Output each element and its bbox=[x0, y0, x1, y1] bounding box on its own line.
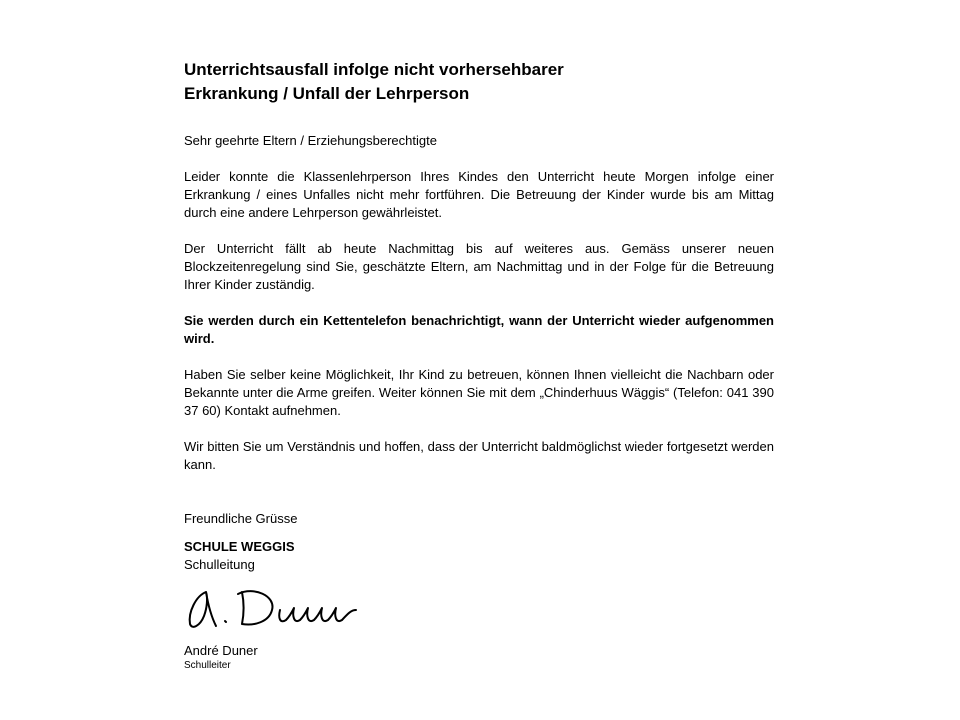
school-name: SCHULE WEGGIS bbox=[184, 539, 295, 554]
paragraph-cancellation: Der Unterricht fällt ab heute Nachmittag bis auf weiteres aus. Gemäss unserer neuen Blockzeitenregelung sind Sie, geschätzte Eltern, am Nachmittag und in der Folge für die Betreuung Ihrer Kinder zuständig. bbox=[184, 241, 774, 292]
letter-title bbox=[184, 58, 774, 106]
paragraph-absence: Leider konnte die Klassenlehrperson Ihres Kindes den Unterricht heute Morgen infolge einer Erkrankung / eines Unfalles nicht mehr fortführen. Die Betreuung der Kinder wurde bis am Mittag durch eine andere Lehrperson gewährleistet. bbox=[184, 169, 774, 220]
signer-title: Schulleiter bbox=[184, 660, 231, 671]
paragraph-phone-chain: Sie werden durch ein Kettentelefon benachrichtigt, wann der Unterricht wieder aufgenommen wird. bbox=[184, 313, 774, 346]
salutation: Sehr geehrte Eltern / Erziehungsberechtigte bbox=[184, 133, 437, 148]
closing-greeting: Freundliche Grüsse bbox=[184, 511, 298, 526]
handwritten-signature bbox=[184, 582, 374, 636]
letter-title-line-2: Erkrankung / Unfall der Lehrperson bbox=[184, 84, 470, 103]
letter-title-line-1: Unterrichtsausfall infolge nicht vorhersehbarer bbox=[184, 60, 564, 79]
paragraph-understanding: Wir bitten Sie um Verständnis und hoffen, dass der Unterricht baldmöglichst wieder fortgesetzt werden kann. bbox=[184, 439, 774, 472]
letter bbox=[184, 58, 774, 672]
school-role: Schulleitung bbox=[184, 557, 255, 572]
signer-name: André Duner bbox=[184, 643, 258, 658]
paragraph-childcare: Haben Sie selber keine Möglichkeit, Ihr Kind zu betreuen, können Ihnen vielleicht die Nachbarn oder Bekannte unter die Arme greifen. Weiter können Sie mit dem „Chinderhuus Wäggis“ (Telefon: 041 390 37 60) Kontakt aufnehmen. bbox=[184, 367, 774, 418]
